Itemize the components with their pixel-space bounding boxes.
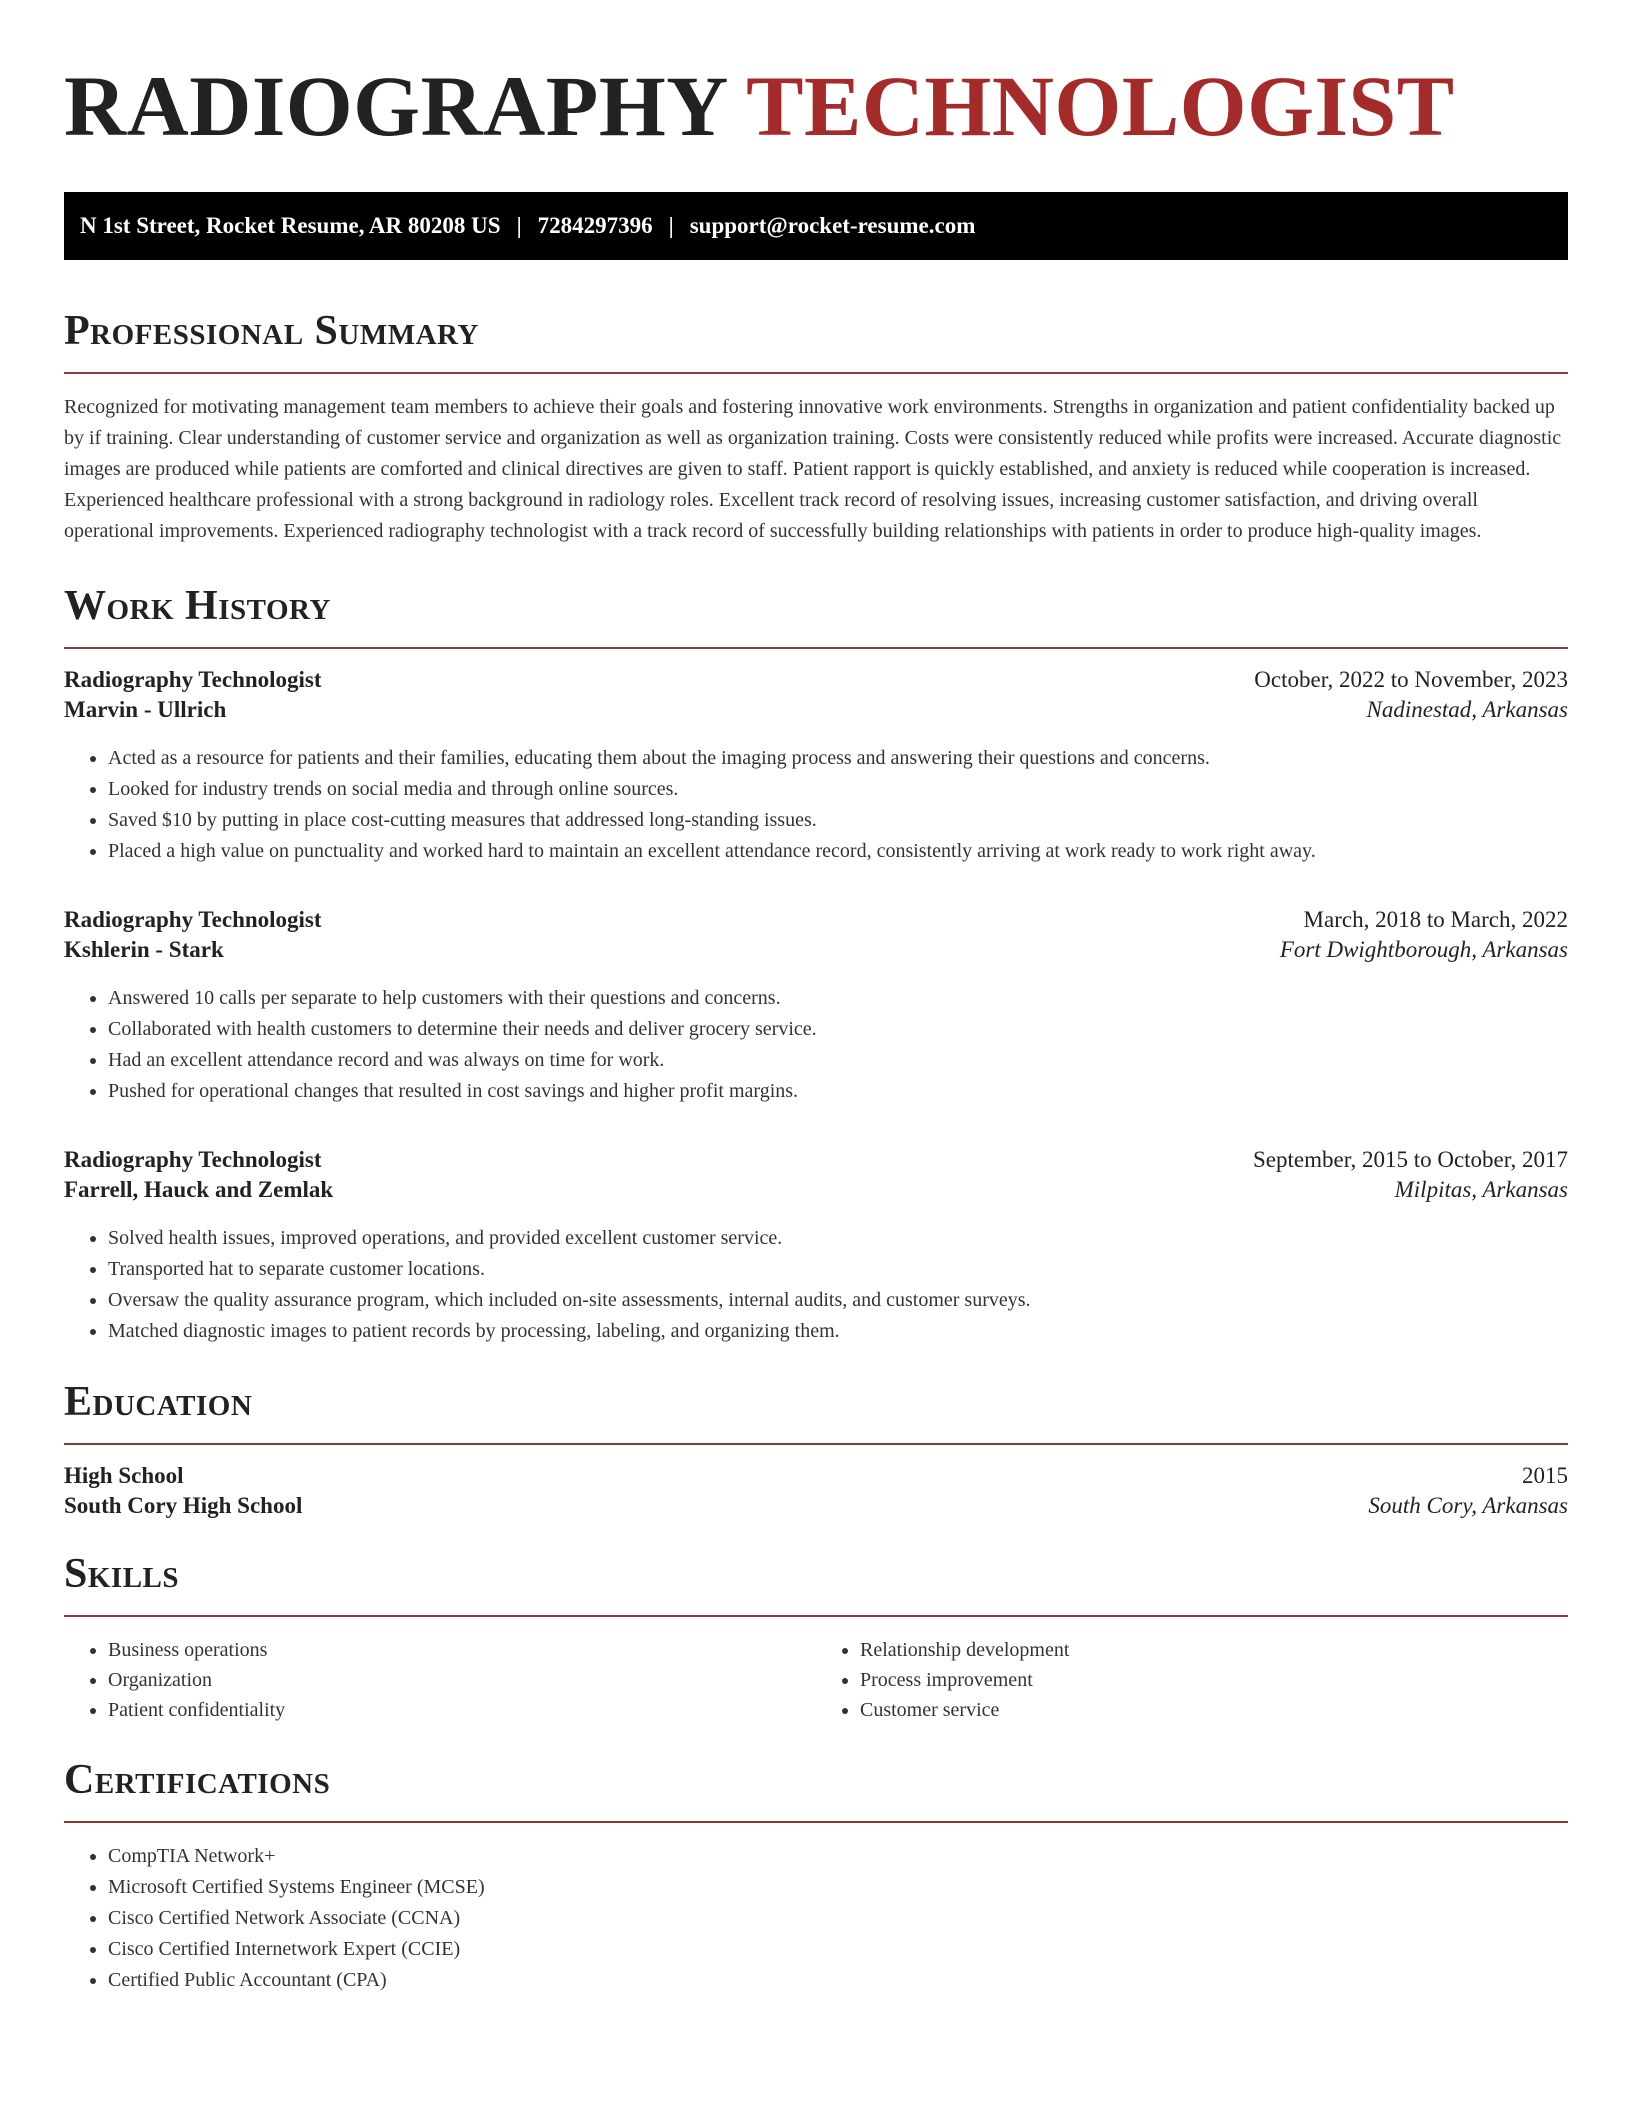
skills-columns	[64, 1635, 1568, 1725]
contact-separator: |	[668, 213, 674, 238]
skills-list-right	[816, 1635, 1568, 1725]
section-divider	[64, 372, 1568, 374]
job-bullets	[64, 1223, 1568, 1347]
job-title: Radiography Technologist	[64, 907, 322, 932]
list-item: • Oversaw the quality assurance program, which included on-site assessments, internal audits, and customer surveys.	[108, 1285, 1568, 1316]
certifications-list	[64, 1841, 1568, 1996]
education-year: 2015	[1522, 1463, 1568, 1488]
work-history-section	[64, 581, 1568, 1347]
section-divider	[64, 1443, 1568, 1445]
contact-separator: |	[516, 213, 522, 238]
section-divider	[64, 647, 1568, 649]
contact-email: support@rocket-resume.com	[689, 213, 976, 238]
summary-text: Recognized for motivating management team members to achieve their goals and fostering innovative work environments. Strengths in organization and patient confidentiality backed up by if training. Clear understanding of customer service and organization as well as organization training. Costs were consistently reduced while profits were increased. Accurate diagnostic images are produced while patients are comforted and clinical directives are given to staff. Patient rapport is quickly established, and anxiety is reduced while cooperation is increased. Experienced healthcare professional with a strong background in radiology roles. Excellent track record of resolving issues, increasing customer satisfaction, and driving overall operational improvements. Experienced radiography technologist with a track record of successfully building relationships with patients in order to produce high-quality images.	[64, 396, 1562, 542]
skills-section	[64, 1549, 1568, 1725]
section-divider	[64, 1615, 1568, 1617]
job-company: Kshlerin - Stark	[64, 937, 224, 962]
list-item: • Cisco Certified Network Associate (CCNA)	[108, 1903, 1568, 1934]
list-item: • Transported hat to separate customer locations.	[108, 1254, 1568, 1285]
job-entry	[64, 667, 1568, 867]
job-entry	[64, 907, 1568, 1107]
contact-bar	[64, 192, 1568, 260]
section-heading: Professional Summary	[64, 308, 479, 354]
list-item: • Placed a high value on punctuality and worked hard to maintain an excellent attendance record, consistently arriving at work ready to work right away.	[108, 836, 1568, 867]
list-item: • Solved health issues, improved operations, and provided excellent customer service.	[108, 1223, 1568, 1254]
education-section	[64, 1377, 1568, 1519]
job-location: Fort Dwightborough, Arkansas	[1279, 937, 1568, 962]
list-item: • Organization	[108, 1665, 816, 1695]
list-item: • Answered 10 calls per separate to help customers with their questions and concerns.	[108, 983, 1568, 1014]
list-item: • Cisco Certified Internetwork Expert (CCIE)	[108, 1934, 1568, 1965]
section-heading: Work History	[64, 583, 331, 629]
job-title: Radiography Technologist	[64, 667, 322, 692]
list-item: • Saved $10 by putting in place cost-cutting measures that addressed long-standing issues.	[108, 805, 1568, 836]
list-item: • Process improvement	[860, 1665, 1568, 1695]
section-heading: Skills	[64, 1551, 180, 1597]
list-item: • Pushed for operational changes that resulted in cost savings and higher profit margins.	[108, 1076, 1568, 1107]
education-location: South Cory, Arkansas	[1368, 1493, 1568, 1518]
section-divider	[64, 1821, 1568, 1823]
list-item: • Patient confidentiality	[108, 1695, 816, 1725]
resume-title	[64, 56, 1568, 156]
list-item: • Relationship development	[860, 1635, 1568, 1665]
education-degree: High School	[64, 1463, 184, 1488]
list-item: • Acted as a resource for patients and their families, educating them about the imaging process and answering their questions and concerns.	[108, 743, 1568, 774]
job-entry	[64, 1147, 1568, 1347]
list-item: • Customer service	[860, 1695, 1568, 1725]
job-title: Radiography Technologist	[64, 1147, 322, 1172]
job-location: Milpitas, Arkansas	[1394, 1177, 1568, 1202]
job-location: Nadinestad, Arkansas	[1366, 697, 1568, 722]
contact-address: N 1st Street, Rocket Resume, AR 80208 US	[80, 213, 501, 238]
education-school: South Cory High School	[64, 1493, 303, 1518]
list-item: • CompTIA Network+	[108, 1841, 1568, 1872]
title-second-word: TECHNOLOGIST	[746, 58, 1455, 154]
list-item: • Looked for industry trends on social media and through online sources.	[108, 774, 1568, 805]
section-heading: Certifications	[64, 1757, 331, 1803]
skills-list-left	[64, 1635, 816, 1725]
section-heading: Education	[64, 1379, 253, 1425]
list-item: • Certified Public Accountant (CPA)	[108, 1965, 1568, 1996]
job-dates: October, 2022 to November, 2023	[1254, 667, 1568, 692]
job-bullets	[64, 983, 1568, 1107]
title-first-word: RADIOGRAPHY	[64, 58, 726, 154]
list-item: • Microsoft Certified Systems Engineer (MCSE)	[108, 1872, 1568, 1903]
list-item: • Business operations	[108, 1635, 816, 1665]
summary-section	[64, 306, 1568, 547]
job-company: Farrell, Hauck and Zemlak	[64, 1177, 334, 1202]
job-company: Marvin - Ullrich	[64, 697, 227, 722]
certifications-section	[64, 1755, 1568, 1996]
list-item: • Had an excellent attendance record and was always on time for work.	[108, 1045, 1568, 1076]
list-item: • Collaborated with health customers to determine their needs and deliver grocery service.	[108, 1014, 1568, 1045]
job-bullets	[64, 743, 1568, 867]
job-dates: March, 2018 to March, 2022	[1303, 907, 1568, 932]
job-dates: September, 2015 to October, 2017	[1253, 1147, 1568, 1172]
list-item: • Matched diagnostic images to patient records by processing, labeling, and organizing them.	[108, 1316, 1568, 1347]
contact-phone: 7284297396	[537, 213, 653, 238]
